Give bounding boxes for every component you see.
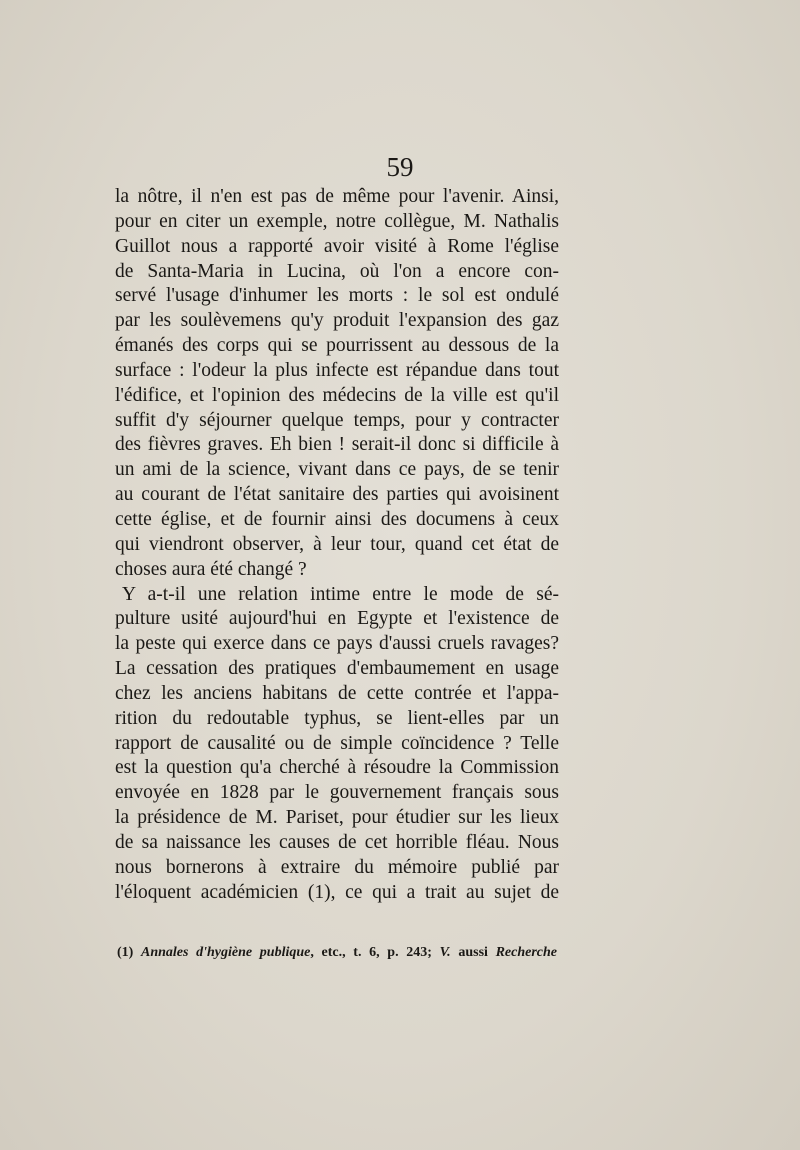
- text-line: l'éloquent académicien (1), ce qui a trait au sujet de: [115, 881, 559, 903]
- text-line: par les soulèvemens qu'y produit l'expansion des gaz: [115, 310, 559, 332]
- text-line: est la question qu'a cherché à résoudre la Commission: [115, 757, 559, 779]
- text-line: surface : l'odeur la plus infecte est répandue dans tout: [115, 359, 559, 381]
- text-line: chez les anciens habitans de cette contrée et l'appa-: [115, 682, 559, 704]
- text-line: nous bornerons à extraire du mémoire publié par: [115, 856, 559, 878]
- text-line: émanés des corps qui se pourrissent au dessous de la: [115, 335, 559, 357]
- footnote-marker: (1): [117, 945, 134, 960]
- body-text: [115, 185, 559, 905]
- text-line: la présidence de M. Pariset, pour étudier sur les lieux: [115, 807, 559, 829]
- text-line: Guillot nous a rapporté avoir visité à Rome l'église: [115, 235, 559, 257]
- text-line: suffit d'y séjourner quelque temps, pour y contracter: [115, 409, 559, 431]
- text-line: rition du redoutable typhus, se lient-elles par un: [115, 707, 559, 729]
- text-line: rapport de causalité ou de simple coïncidence ? Telle: [115, 732, 559, 754]
- text-line: qui viendront observer, à leur tour, quand cet état de: [115, 533, 559, 555]
- text-line: de Santa-Maria in Lucina, où l'on a encore con-: [115, 260, 559, 282]
- text-line: la peste qui exerce dans ce pays d'aussi cruels ravages?: [115, 633, 559, 655]
- text-line: un ami de la science, vivant dans ce pays, de se tenir: [115, 459, 559, 481]
- text-line: la nôtre, il n'en est pas de même pour l'avenir. Ainsi,: [115, 186, 559, 207]
- text-line: l'édifice, et l'opinion des médecins de la ville est qu'il: [115, 384, 559, 406]
- text-line: cette église, et de fournir ainsi des documens à ceux: [115, 508, 559, 530]
- text-line: servé l'usage d'inhumer les morts : le sol est ondulé: [115, 285, 559, 307]
- text-line: pour en citer un exemple, notre collègue, M. Nathalis: [115, 210, 559, 232]
- text-line: La cessation des pratiques d'embaumement en usage: [115, 658, 559, 680]
- text-line: choses aura été changé ?: [115, 558, 307, 580]
- page-number: 59: [386, 152, 414, 182]
- footnote-title: Annales d'hygiène publique: [141, 945, 311, 960]
- text-line: de sa naissance les causes de cet horrible fléau. Nous: [115, 831, 559, 853]
- footnote: [117, 944, 557, 962]
- footnote-citation: , etc., t. 6, p. 243;: [310, 945, 432, 960]
- text-line: pulture usité aujourd'hui en Egypte et l'existence de: [115, 608, 559, 630]
- footnote-ref: V.: [439, 945, 451, 960]
- footnote-aussi: aussi: [458, 945, 488, 960]
- footnote-recherche: Recherche: [495, 945, 558, 960]
- text-line: au courant de l'état sanitaire des parties qui avoisinent: [115, 484, 559, 506]
- text-line: envoyée en 1828 par le gouvernement français sous: [115, 782, 559, 804]
- text-line: des fièvres graves. Eh bien ! serait-il donc si difficile à: [115, 434, 559, 456]
- text-line: Y a-t-il une relation intime entre le mode de sé-: [122, 583, 559, 605]
